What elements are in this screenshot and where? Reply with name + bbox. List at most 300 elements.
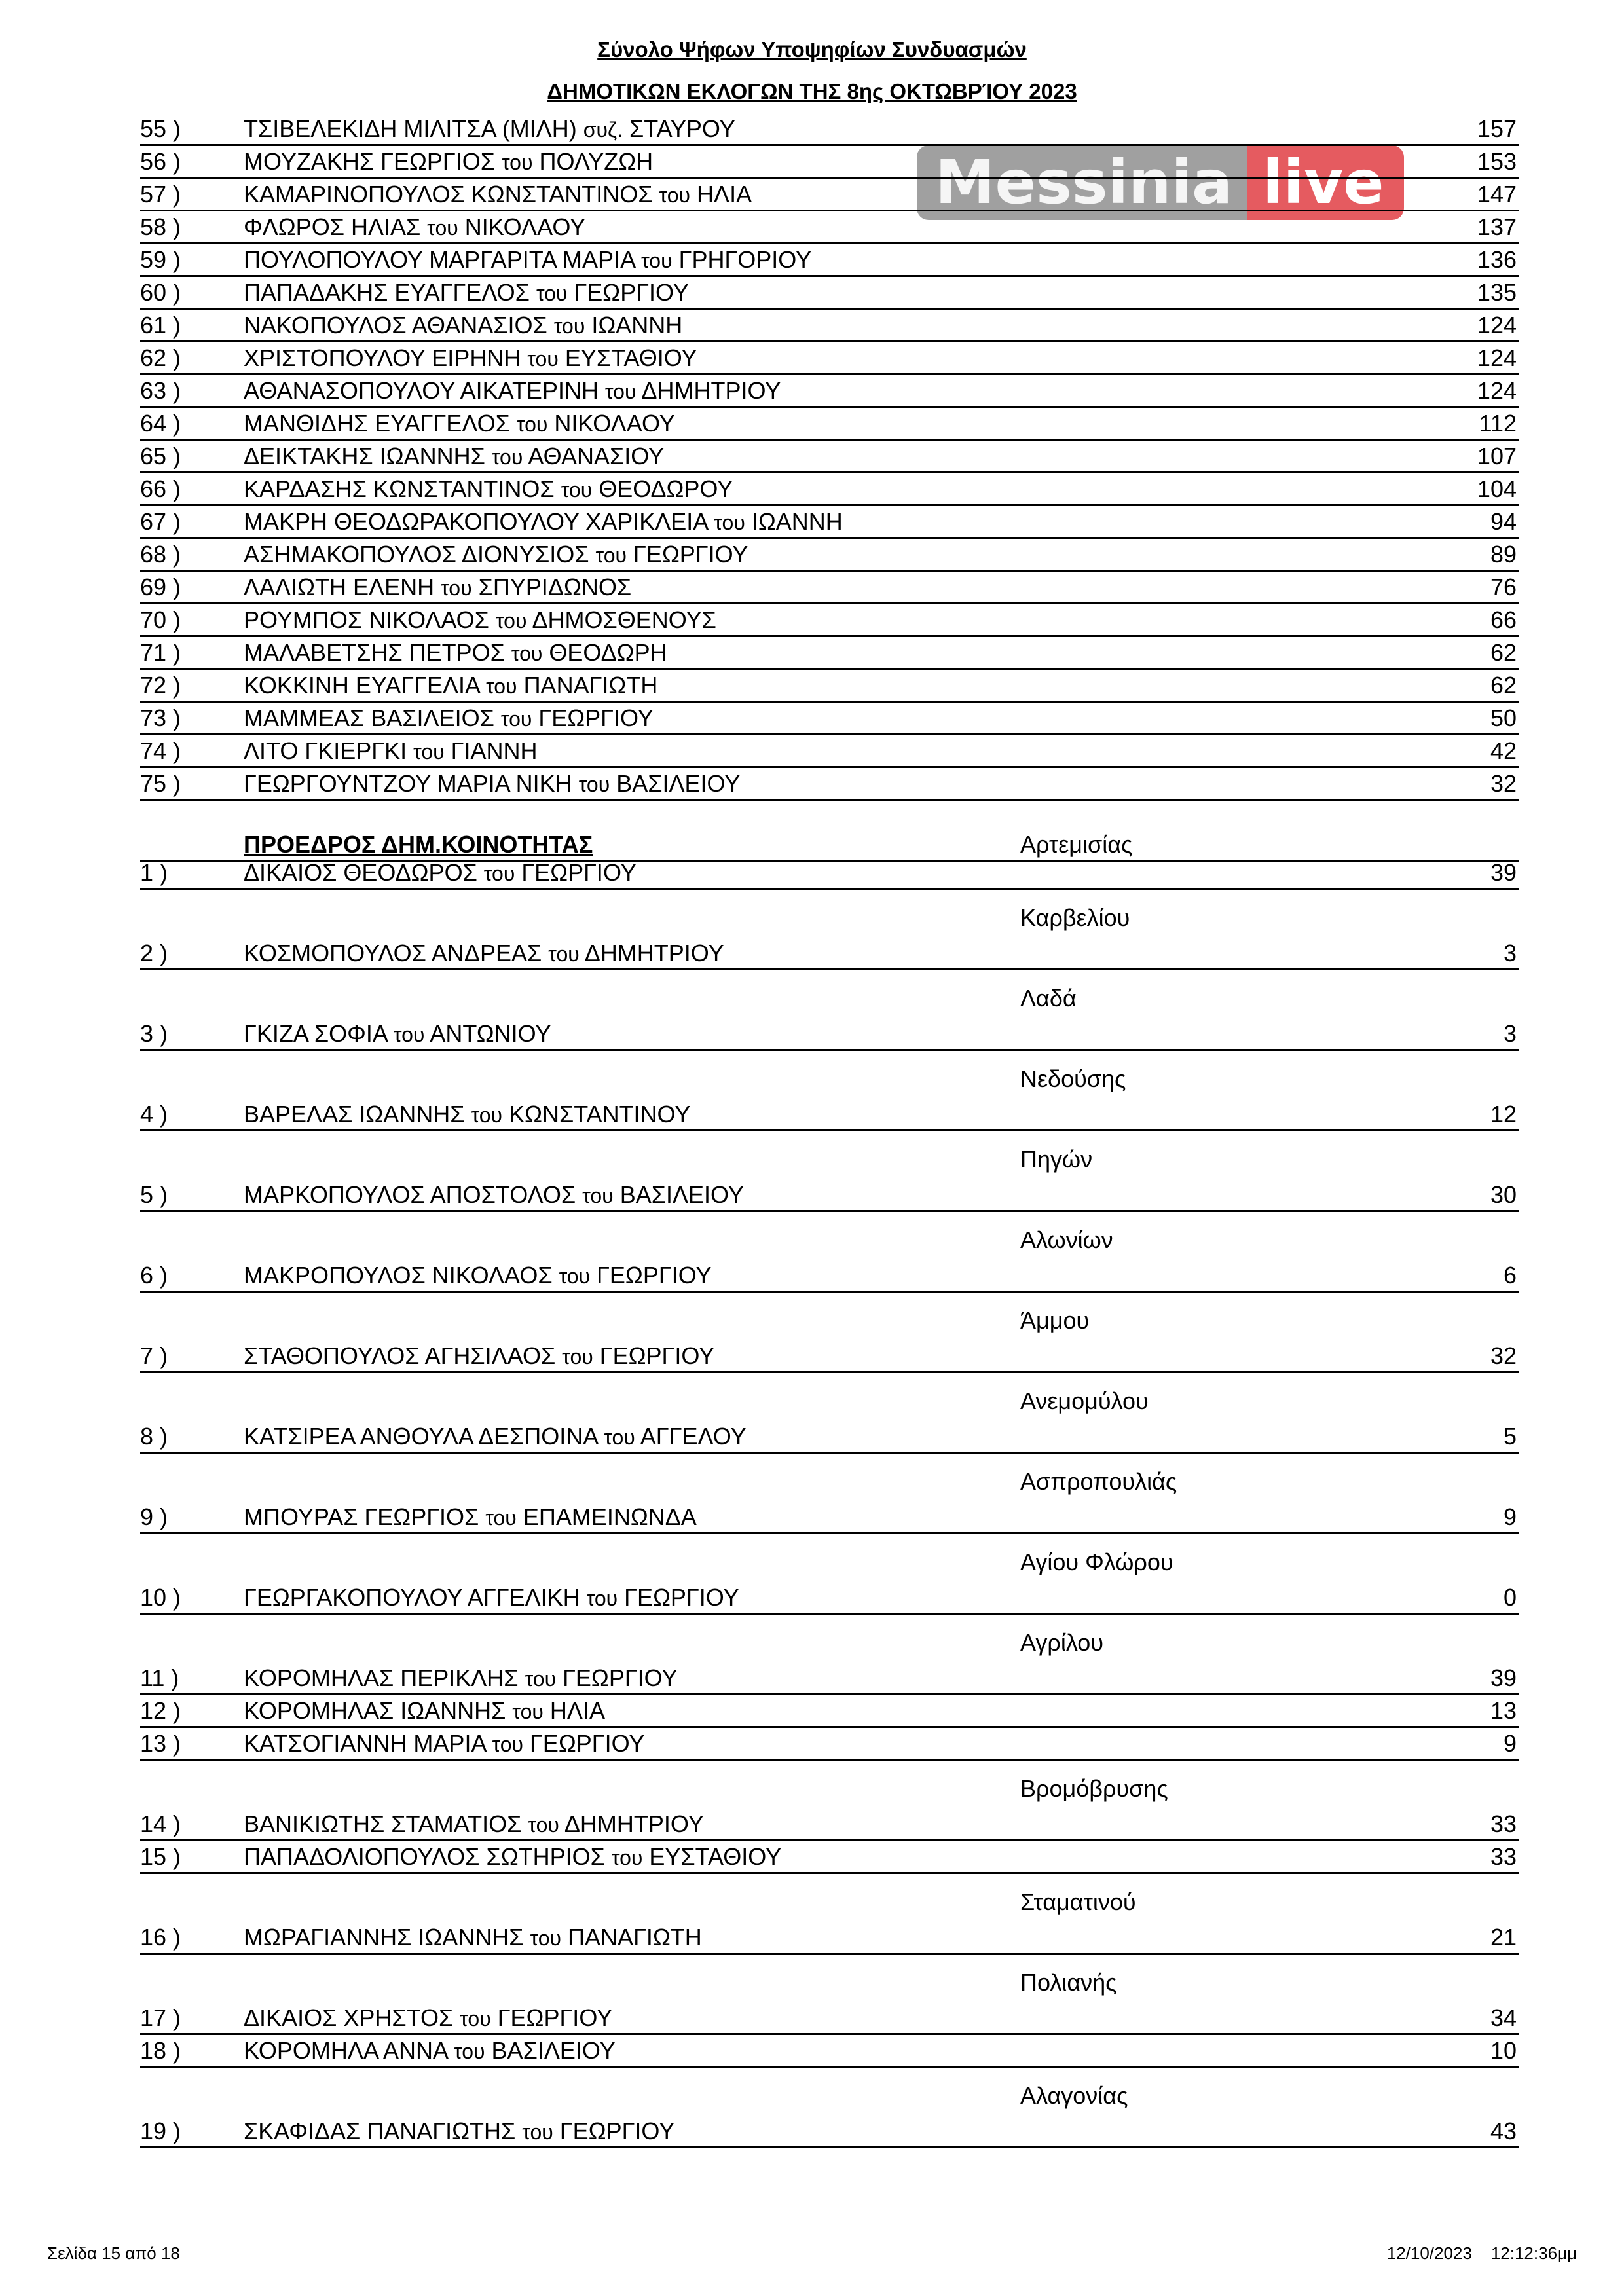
candidate-votes: 124 bbox=[1477, 312, 1517, 339]
parent-name: ΗΛΙΑ bbox=[549, 1697, 605, 1724]
candidate-number: 67 ) bbox=[140, 508, 181, 535]
candidate-votes: 124 bbox=[1477, 344, 1517, 371]
community-name: Πολιανής bbox=[1020, 1969, 1117, 1996]
candidate-row bbox=[140, 937, 1519, 970]
candidate-votes: 0 bbox=[1503, 1584, 1517, 1611]
relation-word: του bbox=[528, 1813, 559, 1837]
candidate-votes: 62 bbox=[1490, 639, 1517, 666]
parent-name: ΓΕΩΡΓΙΟΥ bbox=[563, 1664, 678, 1691]
candidate-votes: 33 bbox=[1490, 1810, 1517, 1837]
parent-name: ΓΙΑΝΝΗ bbox=[451, 737, 538, 764]
relation-word: του bbox=[525, 1667, 557, 1691]
parent-name: ΑΝΤΩΝΙΟΥ bbox=[430, 1020, 551, 1047]
candidate-name bbox=[244, 212, 585, 243]
candidate-fullname: ΒΑΡΕΛΑΣ ΙΩΑΝΝΗΣ bbox=[244, 1101, 465, 1128]
print-timestamp bbox=[1387, 2243, 1577, 2264]
candidate-fullname: ΠΟΥΛΟΠΟΥΛΟΥ ΜΑΡΓΑΡΙΤΑ ΜΑΡΙΑ bbox=[244, 246, 635, 273]
candidate-votes: 147 bbox=[1477, 181, 1517, 208]
document-subtitle: ΔΗΜΟΤΙΚΩΝ ΕΚΛΟΓΩΝ ΤΗΣ 8ης ΟΚΤΩΒΡΊΟΥ 2023 bbox=[547, 79, 1077, 103]
parent-name: ΔΗΜΗΤΡΙΟΥ bbox=[641, 377, 781, 404]
candidate-votes: 5 bbox=[1503, 1423, 1517, 1450]
candidate-fullname: ΠΑΠΑΔΑΚΗΣ ΕΥΑΓΓΕΛΟΣ bbox=[244, 279, 530, 306]
candidate-number: 68 ) bbox=[140, 541, 181, 568]
candidate-name bbox=[244, 572, 631, 603]
relation-word: του bbox=[485, 1506, 517, 1530]
relation-word: του bbox=[522, 2120, 553, 2144]
candidate-row bbox=[140, 2002, 1519, 2035]
relation-word: του bbox=[536, 282, 568, 305]
candidate-number: 12 ) bbox=[140, 1697, 181, 1724]
candidate-name bbox=[244, 1922, 702, 1953]
parent-name: ΙΩΑΝΝΗ bbox=[591, 312, 683, 339]
candidate-name bbox=[244, 1842, 781, 1873]
candidate-number: 62 ) bbox=[140, 344, 181, 371]
relation-word: του bbox=[471, 1103, 503, 1127]
candidate-fullname: ΝΑΚΟΠΟΥΛΟΣ ΑΘΑΝΑΣΙΟΣ bbox=[244, 312, 547, 339]
parent-name: ΓΡΗΓΟΡΙΟΥ bbox=[678, 246, 812, 273]
candidate-name bbox=[244, 147, 653, 177]
candidate-row bbox=[140, 145, 1519, 179]
community-name: Αλαγονίας bbox=[1020, 2082, 1128, 2109]
candidate-number: 4 ) bbox=[140, 1101, 168, 1128]
candidate-row bbox=[140, 1340, 1519, 1373]
candidate-number: 3 ) bbox=[140, 1020, 168, 1047]
candidate-row bbox=[140, 571, 1519, 604]
candidate-fullname: ΓΕΩΡΓΟΥΝΤΖΟΥ ΜΑΡΙΑ ΝΙΚΗ bbox=[244, 770, 572, 797]
candidate-name bbox=[244, 1663, 678, 1694]
candidate-votes: 30 bbox=[1490, 1181, 1517, 1208]
community-name: Ανεμομύλου bbox=[1020, 1387, 1149, 1414]
relation-word: του bbox=[500, 707, 532, 731]
logo-text-right: live bbox=[1247, 145, 1403, 220]
parent-name: ΠΑΝΑΓΙΩΤΗ bbox=[523, 672, 658, 699]
candidate-votes: 10 bbox=[1490, 2037, 1517, 2064]
candidate-votes: 39 bbox=[1490, 1664, 1517, 1691]
parent-name: ΙΩΑΝΝΗ bbox=[751, 508, 843, 535]
candidate-row bbox=[140, 669, 1519, 703]
candidate-name bbox=[244, 1583, 739, 1613]
candidate-row bbox=[140, 342, 1519, 375]
parent-name: ΣΠΥΡΙΔΩΝΟΣ bbox=[478, 574, 632, 600]
candidate-votes: 112 bbox=[1479, 410, 1517, 437]
candidate-name bbox=[244, 343, 697, 374]
relation-word: του bbox=[483, 862, 515, 885]
candidate-name bbox=[244, 245, 811, 276]
relation-word: του bbox=[586, 1587, 618, 1610]
relation-word: του bbox=[561, 478, 593, 502]
candidate-votes: 12 bbox=[1490, 1101, 1517, 1128]
candidate-name bbox=[244, 1099, 690, 1130]
parent-name: ΘΕΟΔΩΡΟΥ bbox=[599, 475, 733, 502]
candidate-row bbox=[140, 636, 1519, 670]
relation-word: του bbox=[595, 543, 627, 567]
parent-name: ΓΕΩΡΓΙΟΥ bbox=[559, 2118, 675, 2144]
candidate-name bbox=[244, 474, 733, 505]
candidate-name bbox=[244, 1019, 551, 1050]
candidate-name bbox=[244, 2003, 612, 2034]
candidate-name bbox=[244, 507, 843, 538]
candidate-name bbox=[244, 1180, 744, 1211]
section-heading: ΠΡΟΕΔΡΟΣ ΔΗΜ.ΚΟΙΝΟΤΗΤΑΣ bbox=[244, 831, 593, 858]
candidate-row bbox=[140, 1727, 1519, 1761]
relation-word: του bbox=[491, 445, 523, 469]
relation-word: του bbox=[512, 1700, 544, 1723]
community-name: Λαδά bbox=[1020, 985, 1077, 1012]
candidate-number: 55 ) bbox=[140, 115, 181, 142]
candidate-name bbox=[244, 1696, 605, 1727]
community-name: Βρομόβρυσης bbox=[1020, 1775, 1168, 1802]
candidate-number: 70 ) bbox=[140, 606, 181, 633]
candidate-row bbox=[140, 702, 1519, 735]
parent-name: ΝΙΚΟΛΑΟΥ bbox=[464, 213, 586, 240]
relation-word: του bbox=[492, 1733, 523, 1756]
candidate-fullname: ΛΑΛΙΩΤΗ ΕΛΕΝΗ bbox=[244, 574, 435, 600]
parent-name: ΑΘΑΝΑΣΙΟΥ bbox=[528, 443, 665, 469]
candidate-name bbox=[244, 278, 689, 308]
candidate-fullname: ΤΣΙΒΕΛΕΚΙΔΗ ΜΙΛΙΤΣΑ (ΜΙΛΗ) bbox=[244, 115, 577, 142]
candidate-votes: 104 bbox=[1477, 475, 1517, 502]
candidate-number: 65 ) bbox=[140, 443, 181, 469]
relation-word: του bbox=[460, 2007, 491, 2030]
candidate-row bbox=[140, 735, 1519, 768]
community-name: Ασπροπουλιάς bbox=[1020, 1468, 1177, 1495]
candidate-votes: 39 bbox=[1490, 859, 1517, 886]
candidate-fullname: ΜΟΥΖΑΚΗΣ ΓΕΩΡΓΙΟΣ bbox=[244, 148, 495, 175]
document-title: Σύνολο Ψήφων Υποψηφίων Συνδυασμών bbox=[597, 37, 1027, 62]
candidate-name bbox=[244, 769, 740, 799]
candidate-row bbox=[140, 276, 1519, 310]
candidate-row bbox=[140, 1098, 1519, 1131]
community-name: Αγίου Φλώρου bbox=[1020, 1549, 1173, 1575]
parent-name: ΒΑΣΙΛΕΙΟΥ bbox=[616, 770, 741, 797]
candidate-name bbox=[244, 441, 664, 472]
relation-word: του bbox=[501, 151, 533, 174]
candidate-number: 14 ) bbox=[140, 1810, 181, 1837]
candidate-name bbox=[244, 2116, 674, 2147]
community-name: Αλωνίων bbox=[1020, 1226, 1113, 1253]
candidate-fullname: ΜΠΟΥΡΑΣ ΓΕΩΡΓΙΟΣ bbox=[244, 1503, 479, 1530]
candidate-number: 60 ) bbox=[140, 279, 181, 306]
print-date: 12/10/2023 bbox=[1386, 2243, 1472, 2263]
candidate-fullname: ΣΤΑΘΟΠΟΥΛΟΣ ΑΓΗΣΙΛΑΟΣ bbox=[244, 1342, 556, 1369]
candidate-fullname: ΜΑΚΡΗ ΘΕΟΔΩΡΑΚΟΠΟΥΛΟΥ ΧΑΡΙΚΛΕΙΑ bbox=[244, 508, 708, 535]
relation-word: του bbox=[553, 314, 585, 338]
candidate-fullname: ΜΑΚΡΟΠΟΥΛΟΣ ΝΙΚΟΛΑΟΣ bbox=[244, 1262, 553, 1289]
candidate-row bbox=[140, 767, 1519, 801]
relation-word: του bbox=[413, 740, 445, 763]
candidate-fullname: ΜΑΝΘΙΔΗΣ ΕΥΑΓΓΕΛΟΣ bbox=[244, 410, 510, 437]
candidate-fullname: ΑΣΗΜΑΚΟΠΟΥΛΟΣ ΔΙΟΝΥΣΙΟΣ bbox=[244, 541, 589, 568]
candidate-number: 19 ) bbox=[140, 2118, 181, 2144]
candidate-number: 66 ) bbox=[140, 475, 181, 502]
candidate-votes: 124 bbox=[1477, 377, 1517, 404]
candidate-fullname: ΚΟΣΜΟΠΟΥΛΟΣ ΑΝΔΡΕΑΣ bbox=[244, 940, 542, 966]
community-name: Σταματινού bbox=[1020, 1888, 1136, 1915]
community-name: Καρβελίου bbox=[1020, 904, 1130, 931]
candidate-number: 71 ) bbox=[140, 639, 181, 666]
parent-name: ΝΙΚΟΛΑΟΥ bbox=[554, 410, 675, 437]
candidate-row bbox=[140, 440, 1519, 473]
candidate-name bbox=[244, 670, 657, 701]
parent-name: ΕΥΣΤΑΘΙΟΥ bbox=[649, 1843, 782, 1870]
relation-word: του bbox=[427, 216, 458, 240]
community-name: Αρτεμισίας bbox=[1020, 831, 1133, 858]
candidate-row bbox=[140, 505, 1519, 539]
candidate-name bbox=[244, 938, 724, 969]
candidate-name bbox=[244, 310, 682, 341]
parent-name: ΔΗΜΗΤΡΙΟΥ bbox=[564, 1810, 704, 1837]
candidate-fullname: ΚΑΤΣΙΡΕΑ ΑΝΘΟΥΛΑ ΔΕΣΠΟΙΝΑ bbox=[244, 1423, 598, 1450]
relation-word: του bbox=[714, 511, 745, 534]
parent-name: ΓΕΩΡΓΙΟΥ bbox=[497, 2004, 613, 2031]
candidate-number: 69 ) bbox=[140, 574, 181, 600]
candidate-row bbox=[140, 2115, 1519, 2148]
candidate-name bbox=[244, 540, 748, 570]
candidate-fullname: ΑΘΑΝΑΣΟΠΟΥΛΟΥ ΑΙΚΑΤΕΡΙΝΗ bbox=[244, 377, 599, 404]
relation-word: του bbox=[527, 347, 559, 371]
candidate-row bbox=[140, 538, 1519, 572]
candidate-name bbox=[244, 1422, 747, 1452]
candidate-votes: 9 bbox=[1503, 1503, 1517, 1530]
candidate-number: 17 ) bbox=[140, 2004, 181, 2031]
candidate-votes: 13 bbox=[1490, 1697, 1517, 1724]
candidate-fullname: ΜΩΡΑΓΙΑΝΝΗΣ ΙΩΑΝΝΗΣ bbox=[244, 1924, 524, 1951]
relation-word: του bbox=[559, 1264, 591, 1288]
candidate-row bbox=[140, 1420, 1519, 1454]
candidate-row bbox=[140, 1921, 1519, 1955]
candidate-name bbox=[244, 1809, 704, 1840]
relation-word: του bbox=[582, 1184, 614, 1207]
page-number: Σελίδα 15 από 18 bbox=[47, 2243, 180, 2263]
relation-word: του bbox=[454, 2040, 485, 2063]
relation-word: του bbox=[562, 1345, 593, 1368]
parent-name: ΓΕΩΡΓΙΟΥ bbox=[521, 859, 637, 886]
parent-name: ΓΕΩΡΓΙΟΥ bbox=[538, 705, 654, 731]
parent-name: ΠΑΝΑΓΙΩΤΗ bbox=[568, 1924, 702, 1951]
candidate-number: 57 ) bbox=[140, 181, 181, 208]
candidate-fullname: ΚΟΡΟΜΗΛΑ ΑΝΝΑ bbox=[244, 2037, 448, 2064]
candidate-name bbox=[244, 1729, 644, 1759]
candidate-name bbox=[244, 1341, 714, 1372]
candidate-row bbox=[140, 309, 1519, 342]
candidate-number: 64 ) bbox=[140, 410, 181, 437]
community-name: Πηγών bbox=[1020, 1146, 1093, 1173]
parent-name: ΗΛΙΑ bbox=[697, 181, 752, 208]
candidate-votes: 6 bbox=[1503, 1262, 1517, 1289]
candidate-row bbox=[140, 1695, 1519, 1728]
candidate-fullname: ΔΕΙΚΤΑΚΗΣ ΙΩΑΝΝΗΣ bbox=[244, 443, 485, 469]
relation-word: του bbox=[611, 1846, 643, 1869]
candidate-votes: 33 bbox=[1490, 1843, 1517, 1870]
candidate-votes: 9 bbox=[1503, 1730, 1517, 1757]
candidate-fullname: ΚΟΡΟΜΗΛΑΣ ΠΕΡΙΚΛΗΣ bbox=[244, 1664, 519, 1691]
parent-name: ΣΤΑΥΡΟΥ bbox=[629, 115, 735, 142]
candidate-fullname: ΔΙΚΑΙΟΣ ΧΡΗΣΤΟΣ bbox=[244, 2004, 454, 2031]
candidate-name bbox=[244, 409, 675, 439]
candidate-votes: 62 bbox=[1490, 672, 1517, 699]
candidate-row bbox=[140, 1018, 1519, 1051]
candidate-row bbox=[140, 178, 1519, 211]
candidate-number: 13 ) bbox=[140, 1730, 181, 1757]
parent-name: ΑΓΓΕΛΟΥ bbox=[640, 1423, 747, 1450]
relation-word: του bbox=[441, 576, 472, 600]
candidate-number: 59 ) bbox=[140, 246, 181, 273]
candidate-number: 6 ) bbox=[140, 1262, 168, 1289]
candidate-fullname: ΚΑΤΣΟΓΙΑΝΝΗ ΜΑΡΙΑ bbox=[244, 1730, 486, 1757]
relation-word: του bbox=[511, 642, 543, 665]
candidate-votes: 32 bbox=[1490, 1342, 1517, 1369]
print-time: 12:12:36μμ bbox=[1490, 2243, 1577, 2263]
candidate-number: 58 ) bbox=[140, 213, 181, 240]
logo-text-left: Messinia bbox=[917, 145, 1247, 220]
candidate-name bbox=[244, 605, 716, 636]
candidate-number: 18 ) bbox=[140, 2037, 181, 2064]
candidate-fullname: ΦΛΩΡΟΣ ΗΛΙΑΣ bbox=[244, 213, 421, 240]
candidate-fullname: ΓΚΙΖΑ ΣΟΦΙΑ bbox=[244, 1020, 387, 1047]
candidate-number: 15 ) bbox=[140, 1843, 181, 1870]
candidate-row bbox=[140, 1259, 1519, 1293]
parent-name: ΓΕΩΡΓΙΟΥ bbox=[574, 279, 689, 306]
candidate-number: 16 ) bbox=[140, 1924, 181, 1951]
candidate-row bbox=[140, 1501, 1519, 1534]
candidate-fullname: ΜΑΛΑΒΕΤΣΗΣ ΠΕΤΡΟΣ bbox=[244, 639, 505, 666]
parent-name: ΓΕΩΡΓΙΟΥ bbox=[599, 1342, 715, 1369]
relation-word: του bbox=[548, 942, 580, 966]
candidate-votes: 34 bbox=[1490, 2004, 1517, 2031]
candidate-number: 2 ) bbox=[140, 940, 168, 966]
candidate-fullname: ΜΑΜΜΕΑΣ ΒΑΣΙΛΕΙΟΣ bbox=[244, 705, 494, 731]
parent-name: ΔΗΜΗΤΡΙΟΥ bbox=[584, 940, 724, 966]
relation-word: του bbox=[641, 249, 673, 272]
candidate-row bbox=[140, 1841, 1519, 1874]
candidate-row bbox=[140, 2034, 1519, 2068]
candidate-row bbox=[140, 1179, 1519, 1212]
candidate-fullname: ΜΑΡΚΟΠΟΥΛΟΣ ΑΠΟΣΤΟΛΟΣ bbox=[244, 1181, 576, 1208]
relation-word: του bbox=[530, 1926, 562, 1950]
candidate-row bbox=[140, 604, 1519, 637]
candidate-number: 72 ) bbox=[140, 672, 181, 699]
candidate-votes: 94 bbox=[1490, 508, 1517, 535]
candidate-fullname: ΚΟΡΟΜΗΛΑΣ ΙΩΑΝΝΗΣ bbox=[244, 1697, 506, 1724]
parent-name: ΓΕΩΡΓΙΟΥ bbox=[597, 1262, 712, 1289]
candidate-number: 10 ) bbox=[140, 1584, 181, 1611]
parent-name: ΠΟΛΥΖΩΗ bbox=[539, 148, 654, 175]
candidate-fullname: ΛΙΤΟ ΓΚΙΕΡΓΚΙ bbox=[244, 737, 407, 764]
candidate-name bbox=[244, 114, 735, 145]
candidate-fullname: ΚΑΜΑΡΙΝΟΠΟΥΛΟΣ ΚΩΝΣΤΑΝΤΙΝΟΣ bbox=[244, 181, 653, 208]
candidate-row bbox=[140, 1581, 1519, 1615]
candidate-votes: 76 bbox=[1490, 574, 1517, 600]
relation-word: του bbox=[659, 183, 691, 207]
candidate-number: 61 ) bbox=[140, 312, 181, 339]
candidate-row bbox=[140, 1808, 1519, 1841]
parent-name: ΓΕΩΡΓΙΟΥ bbox=[624, 1584, 739, 1611]
community-name: Νεδούσης bbox=[1020, 1065, 1126, 1092]
candidate-name bbox=[244, 858, 637, 889]
relation-word: του bbox=[604, 1425, 635, 1449]
candidate-row bbox=[140, 375, 1519, 408]
candidate-name bbox=[244, 736, 537, 767]
candidate-name bbox=[244, 638, 667, 669]
relation-word: του bbox=[495, 609, 527, 633]
candidate-number: 5 ) bbox=[140, 1181, 168, 1208]
candidate-name bbox=[244, 2036, 616, 2066]
relation-word: του bbox=[516, 413, 548, 436]
candidate-row bbox=[140, 407, 1519, 441]
parent-name: ΕΥΣΤΑΘΙΟΥ bbox=[564, 344, 697, 371]
candidate-number: 11 ) bbox=[140, 1664, 179, 1691]
candidate-votes: 135 bbox=[1477, 279, 1517, 306]
parent-name: ΕΠΑΜΕΙΝΩΝΔΑ bbox=[523, 1503, 697, 1530]
candidate-fullname: ΒΑΝΙΚΙΩΤΗΣ ΣΤΑΜΑΤΙΟΣ bbox=[244, 1810, 522, 1837]
parent-name: ΓΕΩΡΓΙΟΥ bbox=[530, 1730, 645, 1757]
candidate-row bbox=[140, 244, 1519, 277]
relation-word: του bbox=[604, 380, 637, 403]
community-name: Αγρίλου bbox=[1020, 1629, 1104, 1656]
candidate-number: 74 ) bbox=[140, 737, 181, 764]
community-name: Άμμου bbox=[1020, 1307, 1090, 1334]
parent-name: ΘΕΟΔΩΡΗ bbox=[549, 639, 667, 666]
parent-name: ΓΕΩΡΓΙΟΥ bbox=[633, 541, 748, 568]
candidate-votes: 136 bbox=[1477, 246, 1517, 273]
candidate-votes: 89 bbox=[1490, 541, 1517, 568]
candidate-votes: 3 bbox=[1503, 1020, 1517, 1047]
candidate-number: 7 ) bbox=[140, 1342, 168, 1369]
candidate-row bbox=[140, 113, 1519, 146]
candidate-number: 73 ) bbox=[140, 705, 181, 731]
candidate-fullname: ΠΑΠΑΔΟΛΙΟΠΟΥΛΟΣ ΣΩΤΗΡΙΟΣ bbox=[244, 1843, 605, 1870]
candidate-name bbox=[244, 1502, 697, 1533]
candidate-votes: 137 bbox=[1477, 213, 1517, 240]
candidate-number: 8 ) bbox=[140, 1423, 168, 1450]
candidate-number: 1 ) bbox=[140, 859, 168, 886]
candidate-number: 63 ) bbox=[140, 377, 181, 404]
parent-name: ΔΗΜΟΣΘΕΝΟΥΣ bbox=[532, 606, 716, 633]
relation-word: του bbox=[393, 1023, 425, 1046]
candidate-votes: 50 bbox=[1490, 705, 1517, 731]
relation-word: συζ. bbox=[583, 118, 623, 141]
candidate-row bbox=[140, 856, 1519, 890]
candidate-row bbox=[140, 211, 1519, 244]
candidate-row bbox=[140, 1662, 1519, 1695]
candidate-votes: 3 bbox=[1503, 940, 1517, 966]
parent-name: ΚΩΝΣΤΑΝΤΙΝΟΥ bbox=[509, 1101, 691, 1128]
candidate-name bbox=[244, 703, 654, 734]
candidate-votes: 42 bbox=[1490, 737, 1517, 764]
candidate-fullname: ΚΟΚΚΙΝΗ ΕΥΑΓΓΕΛΙΑ bbox=[244, 672, 480, 699]
candidate-name bbox=[244, 1260, 712, 1291]
candidate-votes: 43 bbox=[1490, 2118, 1517, 2144]
parent-name: ΒΑΣΙΛΕΙΟΥ bbox=[619, 1181, 744, 1208]
relation-word: του bbox=[578, 773, 610, 796]
candidate-votes: 157 bbox=[1477, 115, 1517, 142]
candidate-number: 56 ) bbox=[140, 148, 181, 175]
candidate-fullname: ΣΚΑΦΙΔΑΣ ΠΑΝΑΓΙΩΤΗΣ bbox=[244, 2118, 516, 2144]
candidate-fullname: ΔΙΚΑΙΟΣ ΘΕΟΔΩΡΟΣ bbox=[244, 859, 477, 886]
candidate-votes: 32 bbox=[1490, 770, 1517, 797]
candidate-fullname: ΚΑΡΔΑΣΗΣ ΚΩΝΣΤΑΝΤΙΝΟΣ bbox=[244, 475, 555, 502]
candidate-name bbox=[244, 376, 781, 407]
candidate-votes: 107 bbox=[1477, 443, 1517, 469]
candidate-name bbox=[244, 179, 752, 210]
candidate-fullname: ΧΡΙΣΤΟΠΟΥΛΟΥ ΕΙΡΗΝΗ bbox=[244, 344, 521, 371]
candidate-number: 75 ) bbox=[140, 770, 181, 797]
relation-word: του bbox=[486, 674, 517, 698]
candidate-votes: 153 bbox=[1477, 148, 1517, 175]
candidate-fullname: ΡΟΥΜΠΟΣ ΝΙΚΟΛΑΟΣ bbox=[244, 606, 489, 633]
candidate-row bbox=[140, 473, 1519, 506]
candidate-number: 9 ) bbox=[140, 1503, 168, 1530]
